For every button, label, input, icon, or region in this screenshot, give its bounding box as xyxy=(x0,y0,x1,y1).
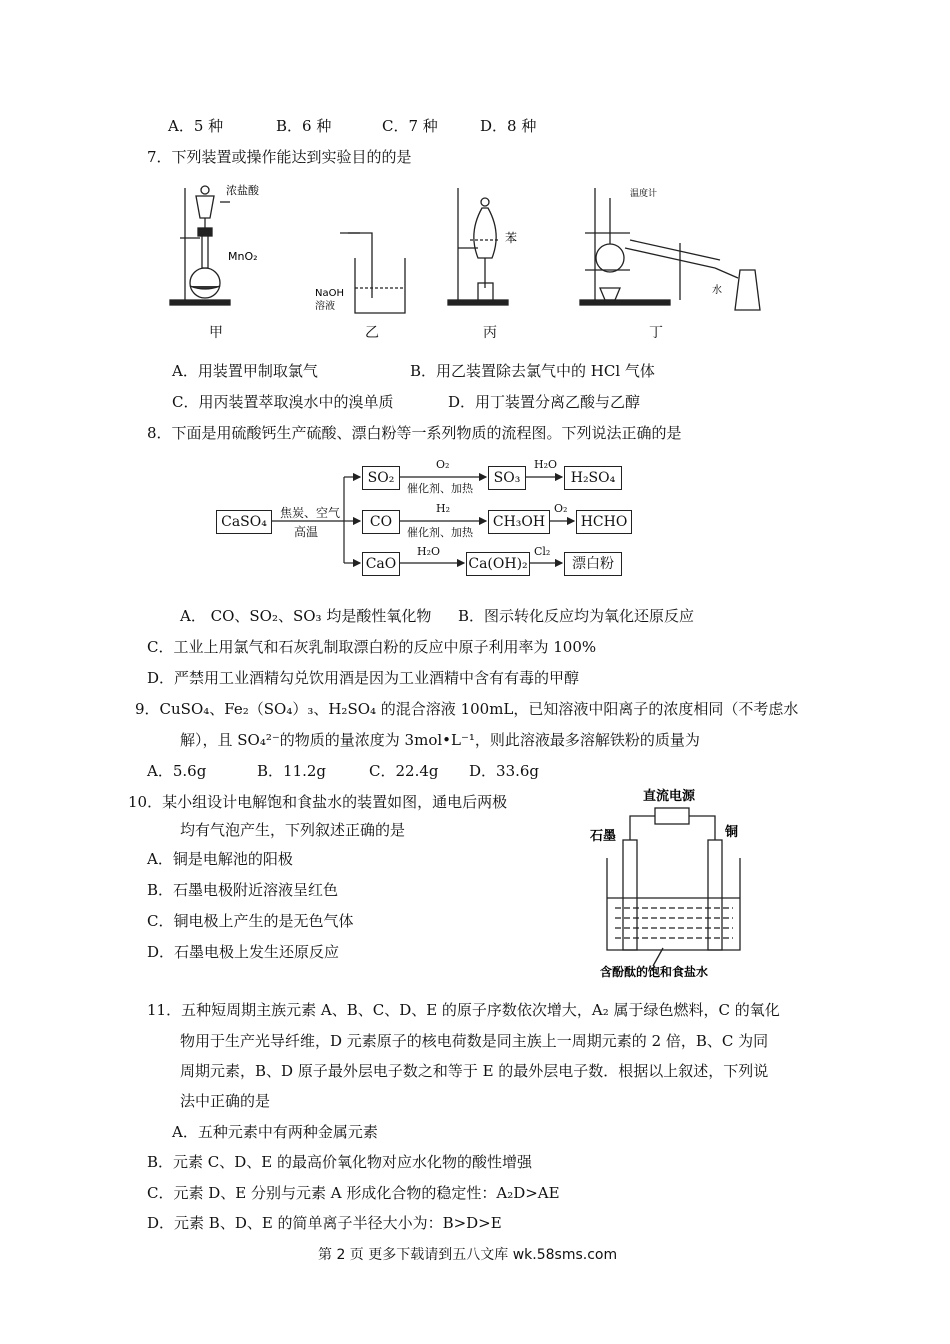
q11-option-d: D．元素 B、D、E 的简单离子半径大小为：B>D>E xyxy=(147,1214,502,1232)
q9-option-a: A．5.6g xyxy=(147,762,207,780)
flow-box-so3: SO₃ xyxy=(488,466,526,490)
q7-stem: 7．下列装置或操作能达到实验目的的是 xyxy=(147,148,412,166)
fig-power-label: 直流电源 xyxy=(643,789,696,804)
electrolysis-figure xyxy=(585,780,775,980)
ding-label-water: 水 xyxy=(712,285,722,296)
q11-option-a: A．五种元素中有两种金属元素 xyxy=(172,1123,378,1141)
label-ding: 丁 xyxy=(649,325,663,341)
q8-option-d: D．严禁用工业酒精勾兑饮用酒是因为工业酒精中含有有毒的甲醇 xyxy=(147,669,580,687)
label-jia: 甲 xyxy=(209,325,223,341)
q10-option-c: C．铜电极上产生的是无色气体 xyxy=(147,912,354,930)
flow-box-so2: SO₂ xyxy=(362,466,400,490)
flow-cond-h2o-1: H₂O xyxy=(534,458,558,471)
q11-line4: 法中正确的是 xyxy=(180,1092,271,1110)
flow-cond-catalyst-1: 催化剂、加热 xyxy=(407,482,473,495)
flow-box-h2so4: H₂SO₄ xyxy=(564,466,622,490)
q6-options xyxy=(168,116,536,136)
flow-box-co: CO xyxy=(362,510,400,534)
yi-label-solution: 溶液 xyxy=(315,301,335,312)
q8-option-a: A． CO、SO₂、SO₃ 均是酸性氧化物 xyxy=(180,607,432,625)
label-bing: 丙 xyxy=(483,325,497,341)
q7-option-d: D．用丁装置分离乙酸与乙醇 xyxy=(448,393,641,411)
q10-option-b: B．石墨电极附近溶液呈红色 xyxy=(147,881,339,899)
q11-option-b: B．元素 C、D、E 的最高价氧化物对应水化物的酸性增强 xyxy=(147,1153,533,1171)
q9-line1: 9．CuSO₄、Fe₂（SO₄）₃、H₂SO₄ 的混合溶液 100mL，已知溶液中阳离子的浓度相同（不考虑水 xyxy=(135,700,799,718)
page-footer: 第 2 页 更多下载请到五八文库 wk.58sms.com xyxy=(318,1247,618,1263)
q10-line2: 均有气泡产生，下列叙述正确的是 xyxy=(180,821,406,839)
q11-option-c: C．元素 D、E 分别与元素 A 形成化合物的稳定性：A₂D>AE xyxy=(147,1184,560,1202)
q11-line2: 物用于生产光导纤维，D 元素原子的核电荷数是同主族上一周期元素的 2 倍，B、C 为同 xyxy=(180,1032,769,1050)
flow-cond-o2: O₂ xyxy=(436,458,450,471)
flow-cond-h2o-2: H₂O xyxy=(417,545,441,558)
fig-graphite-label: 石墨 xyxy=(590,829,617,844)
apparatus-bing xyxy=(448,188,508,305)
q9-option-b: B．11.2g xyxy=(257,762,327,780)
flow-cond-bottom: 高温 xyxy=(294,525,319,539)
label-yi: 乙 xyxy=(365,325,379,341)
q7-apparatus-figure xyxy=(160,178,780,323)
flow-cond-catalyst-2: 催化剂、加热 xyxy=(407,526,473,539)
q10-option-d: D．石墨电极上发生还原反应 xyxy=(147,943,340,961)
fig-caption: 含酚酞的饱和食盐水 xyxy=(600,965,709,979)
jia-label-acid: 浓盐酸 xyxy=(226,184,259,197)
q10-option-a: A．铜是电解池的阳极 xyxy=(147,850,293,868)
apparatus-ding xyxy=(580,188,760,310)
q9-option-d: D．33.6g xyxy=(469,762,540,780)
bing-label-benzene: 苯 xyxy=(505,231,518,245)
flow-box-ch3oh: CH₃OH xyxy=(488,510,550,534)
q7-option-a: A．用装置甲制取氯气 xyxy=(172,362,318,380)
q11-line1: 11．五种短周期主族元素 A、B、C、D、E 的原子序数依次增大，A₂ 属于绿色燃料，C 的氧化 xyxy=(147,1001,780,1019)
q7-option-b: B．用乙装置除去氯气中的 HCl 气体 xyxy=(410,362,655,380)
fig-copper-label: 铜 xyxy=(725,825,739,840)
q6-option-b: B．6 种 xyxy=(276,117,332,135)
q11-line3: 周期元素，B、D 原子最外层电子数之和等于 E 的最外层电子数．根据以上叙述，下列说 xyxy=(180,1062,769,1080)
q9-line2: 解），且 SO₄²⁻的物质的量浓度为 3mol•L⁻¹，则此溶液最多溶解铁粉的质量为 xyxy=(180,731,700,749)
q9-options xyxy=(147,761,539,781)
jia-label-mno2: MnO₂ xyxy=(228,250,258,263)
yi-label-naoh: NaOH xyxy=(315,288,344,299)
apparatus-yi xyxy=(340,233,405,313)
flow-cond-top: 焦炭、空气 xyxy=(280,506,341,520)
q6-option-c: C．7 种 xyxy=(382,117,438,135)
flow-box-caso4: CaSO₄ xyxy=(216,510,272,534)
q9-option-c: C．22.4g xyxy=(369,762,439,780)
q8-option-b: B．图示转化反应均为氧化还原反应 xyxy=(458,607,695,625)
flow-box-cao: CaO xyxy=(362,552,400,576)
q8-stem: 8．下面是用硫酸钙生产硫酸、漂白粉等一系列物质的流程图。下列说法正确的是 xyxy=(147,424,682,442)
q6-option-d: D．8 种 xyxy=(480,117,537,135)
apparatus-jia xyxy=(170,186,230,305)
q8-option-c: C．工业上用氯气和石灰乳制取漂白粉的反应中原子利用率为 100% xyxy=(147,638,597,656)
flow-cond-h2: H₂ xyxy=(436,502,451,515)
flow-cond-cl2: Cl₂ xyxy=(534,545,551,558)
flow-box-hcho: HCHO xyxy=(576,510,632,534)
q8-flowchart xyxy=(214,455,644,580)
flow-box-caoh2: Ca(OH)₂ xyxy=(466,552,530,576)
ding-label-thermometer: 温度计 xyxy=(630,189,658,199)
flow-box-bleach: 漂白粉 xyxy=(564,552,622,576)
q6-option-a: A．5 种 xyxy=(168,117,224,135)
flow-cond-o2-2: O₂ xyxy=(554,502,568,515)
q10-line1: 10．某小组设计电解饱和食盐水的装置如图，通电后两极 xyxy=(128,793,508,811)
q7-option-c: C．用丙装置萃取溴水中的溴单质 xyxy=(172,393,394,411)
